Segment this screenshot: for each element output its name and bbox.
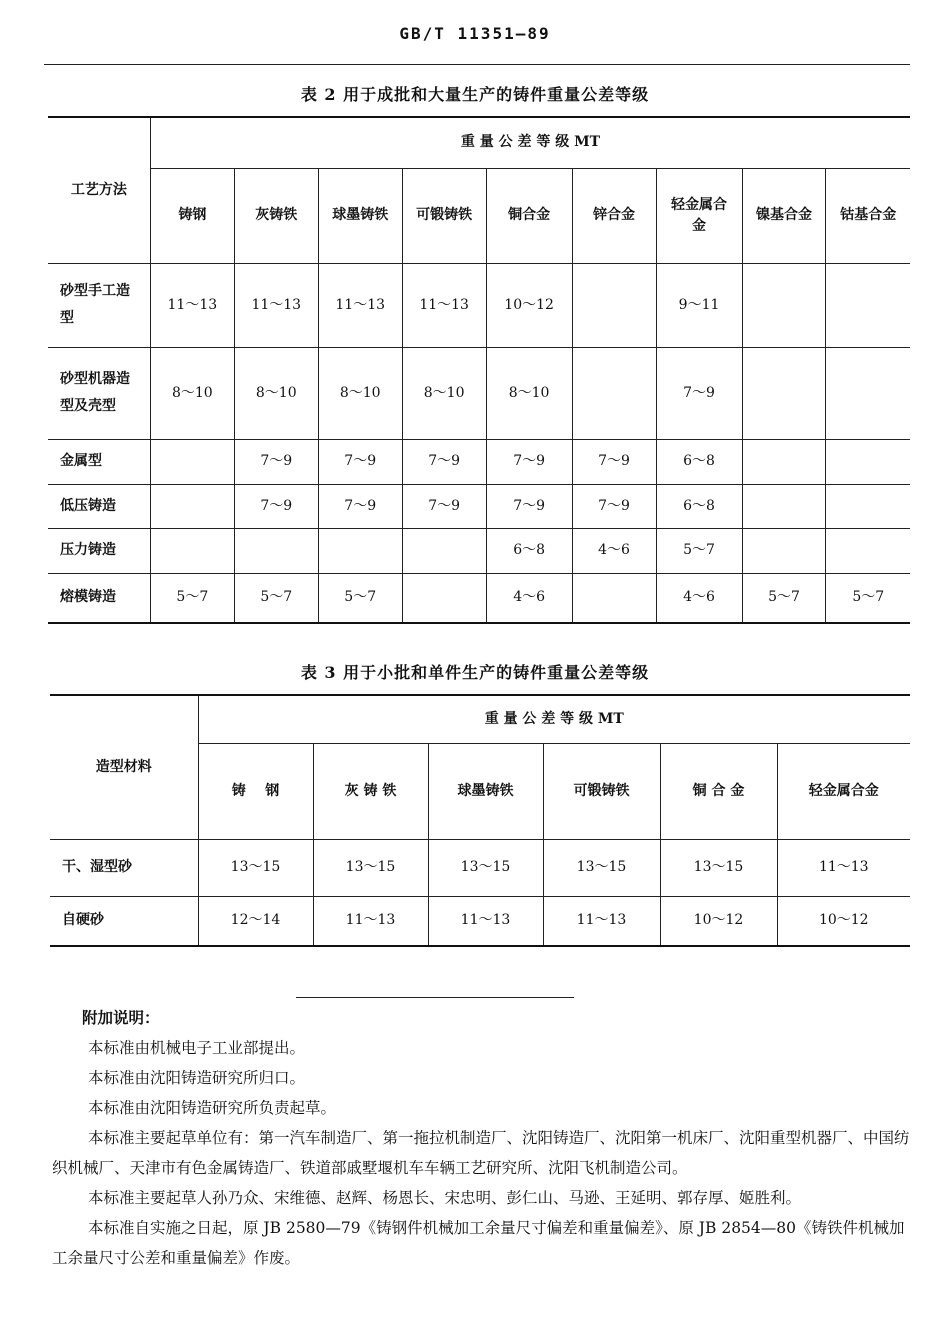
table2-cell: 5～7 [318, 573, 402, 623]
table2-col-header: 轻金属合金 [656, 168, 742, 263]
table2-cell: 7～9 [486, 439, 572, 484]
table2-cell [234, 528, 318, 573]
table2-cell [402, 573, 486, 623]
table2-cell [742, 484, 826, 528]
table2-cell: 11～13 [402, 263, 486, 347]
table2-col-header: 镍基合金 [742, 168, 826, 263]
table3-cell: 10～12 [660, 896, 777, 946]
table2-col-header: 钴基合金 [826, 168, 910, 263]
table2-cell [150, 484, 234, 528]
table2-row [48, 528, 910, 573]
table2-cell: 7～9 [318, 439, 402, 484]
header-rule [44, 64, 910, 65]
notes-line: 本标准由机械电子工业部提出。 [88, 1039, 306, 1057]
table2-cell [572, 347, 656, 439]
table3-cell: 13～15 [198, 839, 313, 896]
table2-caption: 表 2 用于成批和大量生产的铸件重量公差等级 [300, 85, 650, 104]
table2-cell: 5～7 [826, 573, 910, 623]
table2-cell: 7～9 [402, 484, 486, 528]
notes-line: 本标准由沈阳铸造研究所负责起草。 [88, 1099, 337, 1117]
table2-cell: 7～9 [234, 439, 318, 484]
table2-cell [742, 263, 826, 347]
table2-row-label: 压力铸造 [48, 528, 150, 573]
table3-row [50, 896, 910, 946]
table2-cell: 8～10 [150, 347, 234, 439]
table2-row [48, 484, 910, 528]
table2-cell: 7～9 [234, 484, 318, 528]
table2-cell [318, 528, 402, 573]
table2-cell: 4～6 [656, 573, 742, 623]
table2-cell [826, 347, 910, 439]
table2-row [48, 573, 910, 623]
table3-caption: 表 3 用于小批和单件生产的铸件重量公差等级 [300, 663, 650, 682]
notes-separator [296, 997, 574, 998]
table2-cell: 5～7 [742, 573, 826, 623]
table2-row [48, 263, 910, 347]
table2-col-header: 灰铸铁 [234, 168, 318, 263]
table3-cell: 13～15 [313, 839, 428, 896]
table2-row-label: 砂型机器造型及壳型 [48, 347, 150, 439]
table3-col-header: 铸 钢 [198, 743, 313, 839]
table2-cell: 4～6 [486, 573, 572, 623]
notes-line: 本标准自实施之日起，原 JB 2580—79《铸钢件机械加工余量尺寸偏差和重量偏差》、原 JB 2854—80《铸铁件机械加工余量尺寸公差和重量偏差》作废。 [52, 1219, 905, 1267]
table2-row [48, 347, 910, 439]
table2-cell: 5～7 [234, 573, 318, 623]
table2-cell: 8～10 [486, 347, 572, 439]
table2-cell [826, 263, 910, 347]
table2-row-header: 工艺方法 [48, 117, 150, 263]
table2 [48, 116, 910, 624]
table3-cell: 13～15 [660, 839, 777, 896]
table2-row-label: 砂型手工造型 [48, 263, 150, 347]
table2-cell [742, 347, 826, 439]
table2-cell: 7～9 [486, 484, 572, 528]
table2-col-header: 球墨铸铁 [318, 168, 402, 263]
table3-col-header: 轻金属合金 [777, 743, 910, 839]
table3-col-header: 可锻铸铁 [543, 743, 660, 839]
table3-cell: 11～13 [777, 839, 910, 896]
table3-row-label: 干、湿型砂 [50, 839, 198, 896]
table2-row-label: 熔模铸造 [48, 573, 150, 623]
table2-cell: 5～7 [150, 573, 234, 623]
table2-cell: 8～10 [318, 347, 402, 439]
table2-cell [402, 528, 486, 573]
table2-cell: 7～9 [656, 347, 742, 439]
table2-cell: 11～13 [150, 263, 234, 347]
table3-cell: 11～13 [543, 896, 660, 946]
table3 [50, 694, 910, 947]
table3-col-header: 铜 合 金 [660, 743, 777, 839]
table2-cell: 11～13 [318, 263, 402, 347]
table2-col-header: 铜合金 [486, 168, 572, 263]
table2-cell: 6～8 [656, 484, 742, 528]
table2-row-label: 低压铸造 [48, 484, 150, 528]
table3-cell: 13～15 [428, 839, 543, 896]
table2-col-header: 铸钢 [150, 168, 234, 263]
table2-cell: 7～9 [572, 484, 656, 528]
table3-cell: 11～13 [428, 896, 543, 946]
table2-cell: 4～6 [572, 528, 656, 573]
table2-cell [150, 528, 234, 573]
notes-title: 附加说明： [82, 1008, 160, 1027]
table2-group-header: 重 量 公 差 等 级 MT [150, 117, 910, 168]
table3-cell: 11～13 [313, 896, 428, 946]
notes-line: 本标准主要起草人孙乃众、宋维德、赵辉、杨恩长、宋忠明、彭仁山、马逊、王延明、郭存厚、姬胜利。 [88, 1189, 802, 1207]
table2-cell: 10～12 [486, 263, 572, 347]
table2-cell [826, 528, 910, 573]
table3-col-header: 灰 铸 铁 [313, 743, 428, 839]
table2-cell [150, 439, 234, 484]
table2-cell: 8～10 [234, 347, 318, 439]
table2-cell: 6～8 [486, 528, 572, 573]
table2-cell: 11～13 [234, 263, 318, 347]
table2-cell [572, 573, 656, 623]
notes-line: 本标准由沈阳铸造研究所归口。 [88, 1069, 306, 1087]
table2-row-label: 金属型 [48, 439, 150, 484]
table2-cell [742, 528, 826, 573]
table3-row [50, 839, 910, 896]
table2-cell: 6～8 [656, 439, 742, 484]
table3-group-header: 重 量 公 差 等 级 MT [198, 695, 910, 743]
table2-cell: 7～9 [572, 439, 656, 484]
table3-row-label: 自硬砂 [50, 896, 198, 946]
notes-line: 本标准主要起草单位有：第一汽车制造厂、第一拖拉机制造厂、沈阳铸造厂、沈阳第一机床厂、沈阳重型机器厂、中国纺织机械厂、天津市有色金属铸造厂、铁道部戚墅堰机车车辆工艺研究所、沈阳飞机制造公司。 [52, 1129, 910, 1177]
standard-code-header: GB/T 11351—89 [399, 24, 551, 43]
table3-cell: 13～15 [543, 839, 660, 896]
table2-col-header: 可锻铸铁 [402, 168, 486, 263]
table2-row [48, 439, 910, 484]
table2-col-header: 锌合金 [572, 168, 656, 263]
table2-cell [826, 439, 910, 484]
table2-cell: 8～10 [402, 347, 486, 439]
table3-cell: 12～14 [198, 896, 313, 946]
table2-cell [742, 439, 826, 484]
table2-cell: 7～9 [318, 484, 402, 528]
table3-col-header: 球墨铸铁 [428, 743, 543, 839]
additional-notes [52, 1003, 912, 1273]
table2-cell [826, 484, 910, 528]
table2-cell [572, 263, 656, 347]
table3-cell: 10～12 [777, 896, 910, 946]
table2-cell: 9～11 [656, 263, 742, 347]
table2-cell: 7～9 [402, 439, 486, 484]
table2-cell: 5～7 [656, 528, 742, 573]
table3-row-header: 造型材料 [50, 695, 198, 839]
